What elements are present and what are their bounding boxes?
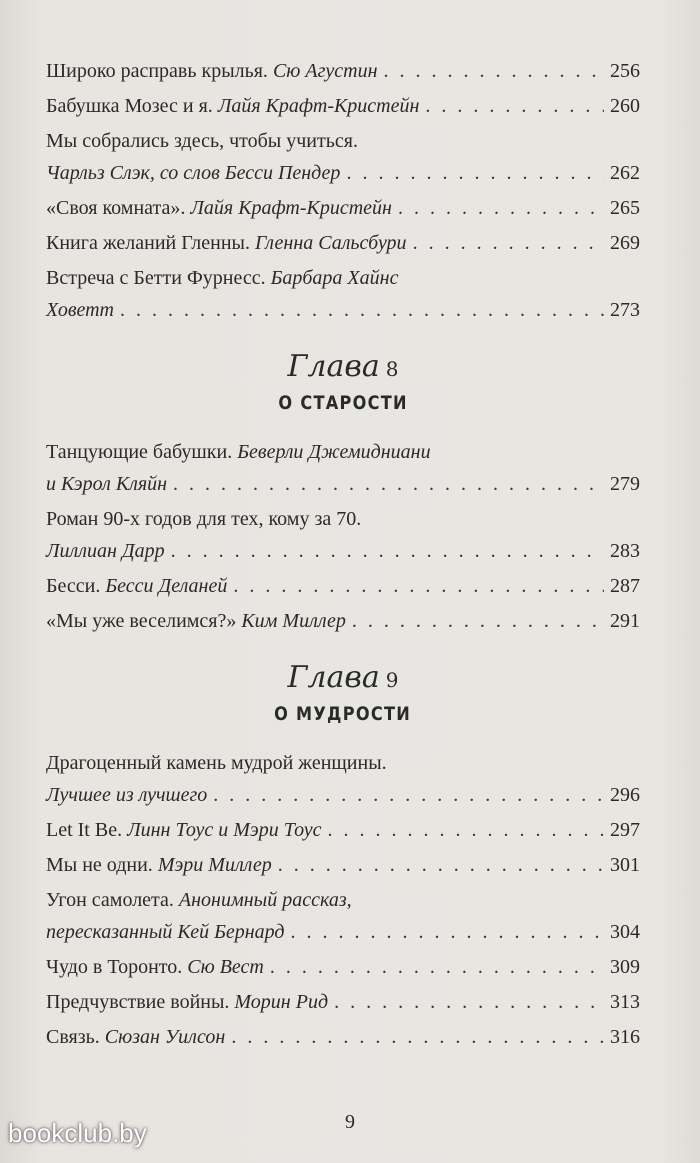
leader-dots [398, 192, 604, 224]
toc-entry [46, 605, 640, 637]
entry-title: Мы не одни. [46, 854, 153, 876]
entry-page: 256 [610, 60, 640, 82]
entry-author: Беверли Джемидниани [237, 441, 431, 463]
toc-entry [46, 849, 640, 881]
leader-dots [346, 157, 604, 189]
chapter-title: О СТАРОСТИ [278, 392, 408, 414]
toc-entry [46, 90, 640, 122]
entry-author: Барбара Хайнс [270, 267, 399, 289]
entry-page: 291 [610, 610, 640, 632]
toc-entry [46, 814, 640, 846]
toc-entry [46, 262, 640, 326]
entry-title: Предчувствие войны. [46, 991, 230, 1013]
leader-dots [270, 951, 604, 983]
entry-author: Чарльз Слэк, со слов Бесси Пендер [46, 162, 341, 184]
entry-page: 260 [610, 95, 640, 117]
chapter-number: 9 [385, 668, 399, 692]
toc-entry [46, 503, 640, 567]
entry-title: Бесси. [46, 575, 101, 597]
toc-entry [46, 986, 640, 1018]
entry-title: Встреча с Бетти Фурнесс. [46, 267, 266, 289]
page-number: 9 [345, 1111, 355, 1133]
entry-author: Сюзан Уилсон [104, 1026, 226, 1048]
leader-dots [384, 55, 604, 87]
entry-author: и Кэрол Кляйн [46, 473, 168, 495]
entry-page: 296 [610, 784, 640, 806]
entry-page: 262 [610, 162, 640, 184]
leader-dots [278, 849, 604, 881]
leader-dots [327, 814, 604, 846]
entry-title: Let It Be. [46, 819, 123, 841]
entry-title: Танцующие бабушки. [46, 441, 233, 463]
chapter-label: Глава [287, 349, 380, 384]
chapter-label: Глава [287, 660, 380, 695]
leader-dots [291, 916, 604, 948]
toc-entry [46, 192, 640, 224]
entry-author: Лучшее из лучшего [46, 784, 208, 806]
entry-page: 279 [610, 473, 640, 495]
entry-title: Чудо в Торонто. [46, 956, 183, 978]
entry-page: 287 [610, 575, 640, 597]
leader-dots [233, 570, 604, 602]
entry-author: Лиллиан Дарр [46, 540, 165, 562]
entry-author: Лайя Крафт-Кристейн [190, 197, 392, 219]
toc-entry [46, 951, 640, 983]
entry-title: Драгоценный камень мудрой женщины. [46, 752, 387, 774]
toc-entry [46, 55, 640, 87]
entry-page: 265 [610, 197, 640, 219]
entry-page: 269 [610, 232, 640, 254]
entry-page: 297 [610, 819, 640, 841]
entry-author: Ким Миллер [241, 610, 346, 632]
entry-title: Угон самолета. [46, 889, 174, 911]
entry-title: Широко расправь крылья. [46, 60, 268, 82]
chapter-8-heading [46, 348, 640, 418]
leader-dots [171, 535, 604, 567]
entry-author: Лайя Крафт-Кристейн [217, 95, 420, 117]
entry-author: Анонимный рассказ, [178, 889, 352, 911]
leader-dots [173, 468, 604, 500]
entry-title: «Своя комната». [46, 197, 186, 219]
entry-title: Мы собрались здесь, чтобы учиться. [46, 130, 358, 152]
entry-title: «Мы уже веселимся?» [46, 610, 237, 632]
entry-title: Книга желаний Гленны. [46, 232, 250, 254]
entry-page: 313 [610, 991, 640, 1013]
entry-page: 273 [610, 299, 640, 321]
toc-entry [46, 884, 640, 948]
leader-dots [334, 986, 604, 1018]
leader-dots [231, 1021, 604, 1053]
leader-dots [425, 90, 604, 122]
entry-author: Бесси Деланей [105, 575, 228, 597]
leader-dots [213, 779, 604, 811]
chapter-9-heading [46, 659, 640, 729]
entry-title: Роман 90-х годов для тех, кому за 70. [46, 508, 362, 530]
leader-dots [120, 294, 604, 326]
entry-author: Сю Агустин [272, 60, 378, 82]
toc-entry [46, 436, 640, 500]
entry-author: Гленна Сальсбури [254, 232, 407, 254]
entry-author: Линн Тоус и Мэри Тоус [127, 819, 322, 841]
table-of-contents [46, 55, 640, 1056]
entry-page: 283 [610, 540, 640, 562]
entry-author: Сю Вест [187, 956, 264, 978]
entry-title: Бабушка Мозес и я. [46, 95, 213, 117]
entry-author: Ховетт [46, 299, 114, 321]
chapter-number: 8 [385, 357, 399, 381]
leader-dots [352, 605, 604, 637]
chapter-title: О МУДРОСТИ [274, 703, 412, 725]
toc-entry [46, 570, 640, 602]
toc-entry [46, 747, 640, 811]
toc-entry [46, 227, 640, 259]
leader-dots [413, 227, 604, 259]
entry-author: Морин Рид [234, 991, 329, 1013]
entry-title: Связь. [46, 1026, 100, 1048]
entry-page: 309 [610, 956, 640, 978]
toc-entry [46, 1021, 640, 1053]
entry-page: 301 [610, 854, 640, 876]
entry-author: пересказанный Кей Бернард [46, 921, 285, 943]
toc-entry [46, 125, 640, 189]
entry-page: 316 [610, 1026, 640, 1048]
entry-author: Мэри Миллер [157, 854, 272, 876]
entry-page: 304 [610, 921, 640, 943]
site-watermark: bookclub.by [8, 1118, 147, 1148]
